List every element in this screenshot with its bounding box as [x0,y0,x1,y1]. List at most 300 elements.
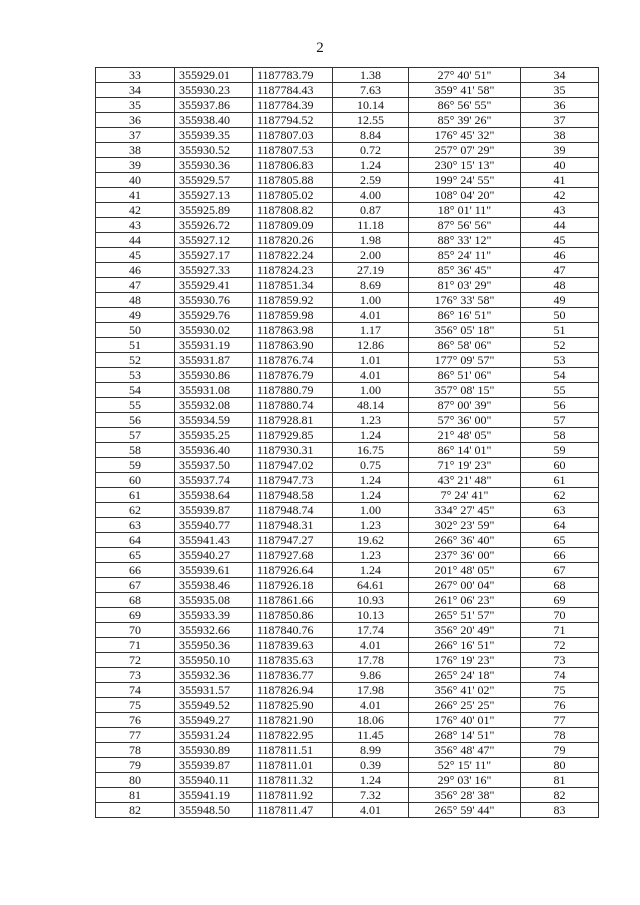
point-number-cell: 65 [96,548,175,563]
bearing-cell: 71° 19' 23" [409,458,521,473]
y-coordinate-cell: 355939.87 [175,503,253,518]
point-number-cell: 79 [96,758,175,773]
bearing-cell: 266° 16' 51" [409,638,521,653]
table-row [96,758,599,773]
distance-cell: 10.13 [333,608,409,623]
x-coordinate-cell: 1187926.18 [253,578,333,593]
x-coordinate-cell: 1187947.73 [253,473,333,488]
x-coordinate-cell: 1187807.03 [253,128,333,143]
table-row [96,368,599,383]
next-point-cell: 65 [521,533,599,548]
point-number-cell: 69 [96,608,175,623]
table-row [96,488,599,503]
x-coordinate-cell: 1187948.31 [253,518,333,533]
y-coordinate-cell: 355939.35 [175,128,253,143]
x-coordinate-cell: 1187851.34 [253,278,333,293]
distance-cell: 4.01 [333,698,409,713]
x-coordinate-cell: 1187876.79 [253,368,333,383]
next-point-cell: 79 [521,743,599,758]
x-coordinate-cell: 1187794.52 [253,113,333,128]
distance-cell: 11.45 [333,728,409,743]
point-number-cell: 33 [96,68,175,83]
y-coordinate-cell: 355927.33 [175,263,253,278]
point-number-cell: 59 [96,458,175,473]
x-coordinate-cell: 1187811.51 [253,743,333,758]
x-coordinate-cell: 1187783.79 [253,68,333,83]
y-coordinate-cell: 355938.64 [175,488,253,503]
distance-cell: 64.61 [333,578,409,593]
y-coordinate-cell: 355929.57 [175,173,253,188]
bearing-cell: 18° 01' 11" [409,203,521,218]
x-coordinate-cell: 1187822.24 [253,248,333,263]
y-coordinate-cell: 355930.76 [175,293,253,308]
x-coordinate-cell: 1187826.94 [253,683,333,698]
distance-cell: 4.01 [333,638,409,653]
point-number-cell: 44 [96,233,175,248]
y-coordinate-cell: 355950.36 [175,638,253,653]
x-coordinate-cell: 1187850.86 [253,608,333,623]
bearing-cell: 265° 51' 57" [409,608,521,623]
bearing-cell: 265° 59' 44" [409,803,521,818]
next-point-cell: 67 [521,563,599,578]
y-coordinate-cell: 355930.86 [175,368,253,383]
next-point-cell: 61 [521,473,599,488]
y-coordinate-cell: 355930.02 [175,323,253,338]
distance-cell: 0.72 [333,143,409,158]
next-point-cell: 73 [521,653,599,668]
table-row [96,383,599,398]
point-number-cell: 35 [96,98,175,113]
table-row [96,143,599,158]
distance-cell: 1.00 [333,383,409,398]
distance-cell: 1.38 [333,68,409,83]
bearing-cell: 7° 24' 41" [409,488,521,503]
x-coordinate-cell: 1187806.83 [253,158,333,173]
table-row [96,593,599,608]
next-point-cell: 35 [521,83,599,98]
y-coordinate-cell: 355931.08 [175,383,253,398]
table-row [96,218,599,233]
bearing-cell: 81° 03' 29" [409,278,521,293]
table-row [96,398,599,413]
next-point-cell: 49 [521,293,599,308]
bearing-cell: 257° 07' 29" [409,143,521,158]
x-coordinate-cell: 1187859.92 [253,293,333,308]
point-number-cell: 47 [96,278,175,293]
next-point-cell: 40 [521,158,599,173]
next-point-cell: 39 [521,143,599,158]
bearing-cell: 356° 20' 49" [409,623,521,638]
y-coordinate-cell: 355949.27 [175,713,253,728]
point-number-cell: 76 [96,713,175,728]
y-coordinate-cell: 355932.36 [175,668,253,683]
x-coordinate-cell: 1187859.98 [253,308,333,323]
point-number-cell: 78 [96,743,175,758]
point-number-cell: 46 [96,263,175,278]
x-coordinate-cell: 1187880.79 [253,383,333,398]
next-point-cell: 50 [521,308,599,323]
distance-cell: 1.01 [333,353,409,368]
bearing-cell: 230° 15' 13" [409,158,521,173]
bearing-cell: 359° 41' 58" [409,83,521,98]
x-coordinate-cell: 1187808.82 [253,203,333,218]
distance-cell: 8.69 [333,278,409,293]
bearing-cell: 261° 06' 23" [409,593,521,608]
distance-cell: 17.78 [333,653,409,668]
bearing-cell: 85° 39' 26" [409,113,521,128]
bearing-cell: 176° 45' 32" [409,128,521,143]
point-number-cell: 58 [96,443,175,458]
bearing-cell: 266° 25' 25" [409,698,521,713]
next-point-cell: 81 [521,773,599,788]
x-coordinate-cell: 1187805.02 [253,188,333,203]
point-number-cell: 48 [96,293,175,308]
distance-cell: 7.63 [333,83,409,98]
next-point-cell: 37 [521,113,599,128]
point-number-cell: 55 [96,398,175,413]
x-coordinate-cell: 1187926.64 [253,563,333,578]
bearing-cell: 176° 40' 01" [409,713,521,728]
y-coordinate-cell: 355940.11 [175,773,253,788]
x-coordinate-cell: 1187930.31 [253,443,333,458]
point-number-cell: 61 [96,488,175,503]
bearing-cell: 268° 14' 51" [409,728,521,743]
distance-cell: 2.59 [333,173,409,188]
bearing-cell: 85° 24' 11" [409,248,521,263]
point-number-cell: 38 [96,143,175,158]
table-row [96,188,599,203]
x-coordinate-cell: 1187927.68 [253,548,333,563]
point-number-cell: 75 [96,698,175,713]
x-coordinate-cell: 1187811.01 [253,758,333,773]
distance-cell: 0.75 [333,458,409,473]
bearing-cell: 267° 00' 04" [409,578,521,593]
table-row [96,323,599,338]
distance-cell: 1.98 [333,233,409,248]
x-coordinate-cell: 1187947.27 [253,533,333,548]
distance-cell: 4.01 [333,803,409,818]
y-coordinate-cell: 355930.89 [175,743,253,758]
distance-cell: 1.00 [333,293,409,308]
table-row [96,608,599,623]
point-number-cell: 36 [96,113,175,128]
bearing-cell: 27° 40' 51" [409,68,521,83]
distance-cell: 48.14 [333,398,409,413]
table-row [96,578,599,593]
distance-cell: 8.84 [333,128,409,143]
x-coordinate-cell: 1187784.39 [253,98,333,113]
table-row [96,83,599,98]
table-row [96,713,599,728]
table-row [96,293,599,308]
table-row [96,638,599,653]
bearing-cell: 266° 36' 40" [409,533,521,548]
table-row [96,158,599,173]
table-row [96,653,599,668]
distance-cell: 1.23 [333,548,409,563]
table-row [96,128,599,143]
bearing-cell: 199° 24' 55" [409,173,521,188]
y-coordinate-cell: 355935.25 [175,428,253,443]
x-coordinate-cell: 1187840.76 [253,623,333,638]
bearing-cell: 52° 15' 11" [409,758,521,773]
y-coordinate-cell: 355950.10 [175,653,253,668]
next-point-cell: 70 [521,608,599,623]
y-coordinate-cell: 355941.43 [175,533,253,548]
distance-cell: 4.01 [333,308,409,323]
bearing-cell: 86° 14' 01" [409,443,521,458]
next-point-cell: 59 [521,443,599,458]
next-point-cell: 75 [521,683,599,698]
y-coordinate-cell: 355939.87 [175,758,253,773]
distance-cell: 1.24 [333,428,409,443]
table-row [96,338,599,353]
bearing-cell: 43° 21' 48" [409,473,521,488]
y-coordinate-cell: 355929.41 [175,278,253,293]
bearing-cell: 29° 03' 16" [409,773,521,788]
next-point-cell: 64 [521,518,599,533]
next-point-cell: 77 [521,713,599,728]
table-row [96,518,599,533]
y-coordinate-cell: 355932.08 [175,398,253,413]
bearing-cell: 356° 48' 47" [409,743,521,758]
x-coordinate-cell: 1187805.88 [253,173,333,188]
table-row [96,458,599,473]
x-coordinate-cell: 1187825.90 [253,698,333,713]
x-coordinate-cell: 1187948.74 [253,503,333,518]
y-coordinate-cell: 355949.52 [175,698,253,713]
point-number-cell: 71 [96,638,175,653]
point-number-cell: 43 [96,218,175,233]
table-row [96,263,599,278]
y-coordinate-cell: 355932.66 [175,623,253,638]
point-number-cell: 34 [96,83,175,98]
bearing-cell: 357° 08' 15" [409,383,521,398]
point-number-cell: 63 [96,518,175,533]
y-coordinate-cell: 355948.50 [175,803,253,818]
next-point-cell: 42 [521,188,599,203]
table-row [96,563,599,578]
point-number-cell: 67 [96,578,175,593]
x-coordinate-cell: 1187947.02 [253,458,333,473]
bearing-cell: 356° 05' 18" [409,323,521,338]
bearing-cell: 85° 36' 45" [409,263,521,278]
bearing-cell: 86° 16' 51" [409,308,521,323]
table-row [96,623,599,638]
table-row [96,473,599,488]
distance-cell: 17.74 [333,623,409,638]
x-coordinate-cell: 1187929.85 [253,428,333,443]
point-number-cell: 41 [96,188,175,203]
y-coordinate-cell: 355937.74 [175,473,253,488]
y-coordinate-cell: 355936.40 [175,443,253,458]
x-coordinate-cell: 1187839.63 [253,638,333,653]
point-number-cell: 82 [96,803,175,818]
point-number-cell: 81 [96,788,175,803]
bearing-cell: 265° 24' 18" [409,668,521,683]
point-number-cell: 70 [96,623,175,638]
next-point-cell: 38 [521,128,599,143]
table-row [96,68,599,83]
distance-cell: 11.18 [333,218,409,233]
next-point-cell: 69 [521,593,599,608]
next-point-cell: 45 [521,233,599,248]
bearing-cell: 302° 23' 59" [409,518,521,533]
point-number-cell: 39 [96,158,175,173]
table-row [96,443,599,458]
x-coordinate-cell: 1187835.63 [253,653,333,668]
y-coordinate-cell: 355938.40 [175,113,253,128]
point-number-cell: 74 [96,683,175,698]
distance-cell: 1.23 [333,518,409,533]
distance-cell: 9.86 [333,668,409,683]
point-number-cell: 37 [96,128,175,143]
next-point-cell: 68 [521,578,599,593]
y-coordinate-cell: 355930.36 [175,158,253,173]
y-coordinate-cell: 355931.19 [175,338,253,353]
bearing-cell: 177° 09' 57" [409,353,521,368]
x-coordinate-cell: 1187836.77 [253,668,333,683]
table-row [96,113,599,128]
table-row [96,533,599,548]
y-coordinate-cell: 355930.52 [175,143,253,158]
table-row [96,803,599,818]
distance-cell: 8.99 [333,743,409,758]
point-number-cell: 60 [96,473,175,488]
point-number-cell: 80 [96,773,175,788]
next-point-cell: 36 [521,98,599,113]
bearing-cell: 88° 33' 12" [409,233,521,248]
distance-cell: 10.14 [333,98,409,113]
point-number-cell: 53 [96,368,175,383]
table-row [96,668,599,683]
x-coordinate-cell: 1187820.26 [253,233,333,248]
table-row [96,683,599,698]
y-coordinate-cell: 355925.89 [175,203,253,218]
x-coordinate-cell: 1187822.95 [253,728,333,743]
table-row [96,698,599,713]
distance-cell: 0.87 [333,203,409,218]
table-row [96,353,599,368]
next-point-cell: 62 [521,488,599,503]
point-number-cell: 77 [96,728,175,743]
distance-cell: 1.17 [333,323,409,338]
point-number-cell: 73 [96,668,175,683]
x-coordinate-cell: 1187824.23 [253,263,333,278]
next-point-cell: 76 [521,698,599,713]
distance-cell: 1.24 [333,488,409,503]
next-point-cell: 48 [521,278,599,293]
point-number-cell: 64 [96,533,175,548]
distance-cell: 4.01 [333,368,409,383]
y-coordinate-cell: 355937.86 [175,98,253,113]
table-row [96,428,599,443]
next-point-cell: 78 [521,728,599,743]
point-number-cell: 49 [96,308,175,323]
y-coordinate-cell: 355927.13 [175,188,253,203]
next-point-cell: 55 [521,383,599,398]
x-coordinate-cell: 1187784.43 [253,83,333,98]
x-coordinate-cell: 1187863.98 [253,323,333,338]
bearing-cell: 334° 27' 45" [409,503,521,518]
y-coordinate-cell: 355931.24 [175,728,253,743]
x-coordinate-cell: 1187811.47 [253,803,333,818]
x-coordinate-cell: 1187880.74 [253,398,333,413]
bearing-cell: 57° 36' 00" [409,413,521,428]
bearing-cell: 201° 48' 05" [409,563,521,578]
y-coordinate-cell: 355931.87 [175,353,253,368]
y-coordinate-cell: 355927.12 [175,233,253,248]
distance-cell: 12.55 [333,113,409,128]
distance-cell: 10.93 [333,593,409,608]
table-row [96,203,599,218]
y-coordinate-cell: 355940.27 [175,548,253,563]
next-point-cell: 58 [521,428,599,443]
y-coordinate-cell: 355929.01 [175,68,253,83]
y-coordinate-cell: 355939.61 [175,563,253,578]
distance-cell: 7.32 [333,788,409,803]
distance-cell: 1.24 [333,563,409,578]
table-row [96,98,599,113]
distance-cell: 1.24 [333,158,409,173]
bearing-cell: 86° 56' 55" [409,98,521,113]
distance-cell: 17.98 [333,683,409,698]
table-row [96,278,599,293]
y-coordinate-cell: 355933.39 [175,608,253,623]
x-coordinate-cell: 1187928.81 [253,413,333,428]
x-coordinate-cell: 1187863.90 [253,338,333,353]
y-coordinate-cell: 355929.76 [175,308,253,323]
distance-cell: 0.39 [333,758,409,773]
next-point-cell: 83 [521,803,599,818]
distance-cell: 19.62 [333,533,409,548]
next-point-cell: 63 [521,503,599,518]
bearing-cell: 21° 48' 05" [409,428,521,443]
point-number-cell: 68 [96,593,175,608]
point-number-cell: 72 [96,653,175,668]
next-point-cell: 56 [521,398,599,413]
point-number-cell: 56 [96,413,175,428]
bearing-cell: 176° 33' 58" [409,293,521,308]
table-row [96,248,599,263]
distance-cell: 18.06 [333,713,409,728]
distance-cell: 2.00 [333,248,409,263]
bearing-cell: 108° 04' 20" [409,188,521,203]
distance-cell: 4.00 [333,188,409,203]
next-point-cell: 72 [521,638,599,653]
y-coordinate-cell: 355931.57 [175,683,253,698]
table-row [96,503,599,518]
y-coordinate-cell: 355937.50 [175,458,253,473]
next-point-cell: 66 [521,548,599,563]
y-coordinate-cell: 355938.46 [175,578,253,593]
next-point-cell: 46 [521,248,599,263]
point-number-cell: 57 [96,428,175,443]
distance-cell: 1.24 [333,473,409,488]
distance-cell: 1.00 [333,503,409,518]
point-number-cell: 62 [96,503,175,518]
y-coordinate-cell: 355940.77 [175,518,253,533]
distance-cell: 27.19 [333,263,409,278]
x-coordinate-cell: 1187809.09 [253,218,333,233]
point-number-cell: 45 [96,248,175,263]
bearing-cell: 87° 00' 39" [409,398,521,413]
next-point-cell: 52 [521,338,599,353]
bearing-cell: 356° 41' 02" [409,683,521,698]
bearing-cell: 86° 58' 06" [409,338,521,353]
distance-cell: 1.23 [333,413,409,428]
point-number-cell: 42 [96,203,175,218]
